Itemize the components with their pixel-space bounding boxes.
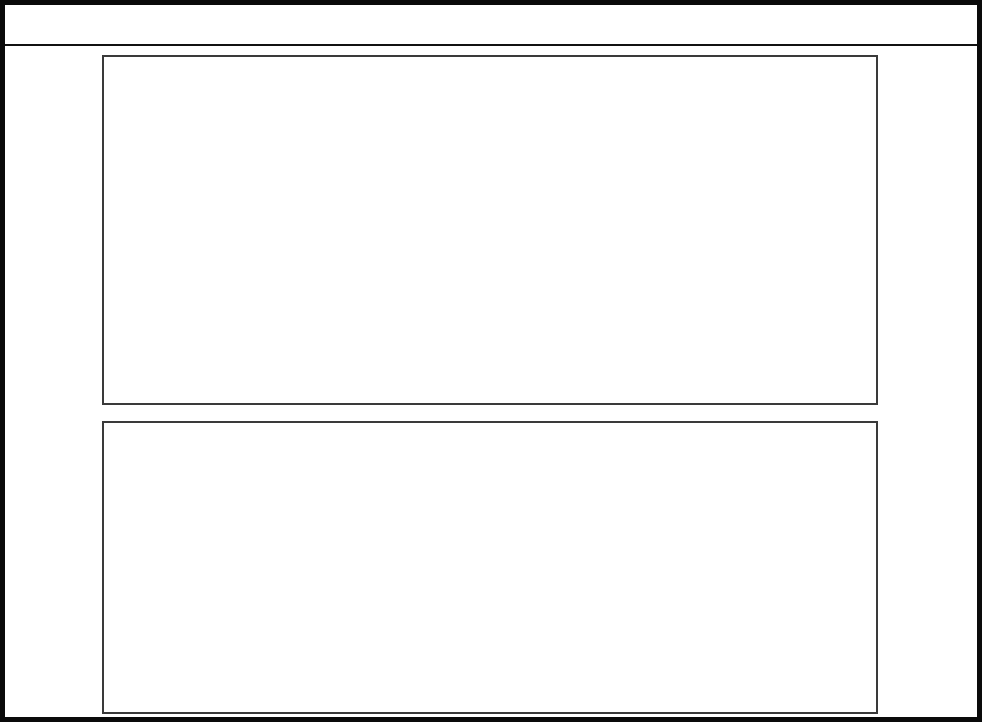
top-panel [102, 55, 878, 405]
figure-title [5, 5, 977, 12]
trend-map-chart [552, 105, 874, 387]
bottom-panel [102, 421, 878, 714]
figure-title-bar [5, 5, 977, 46]
climatology-density-chart [112, 115, 812, 365]
distribution-change-chart [269, 465, 829, 713]
